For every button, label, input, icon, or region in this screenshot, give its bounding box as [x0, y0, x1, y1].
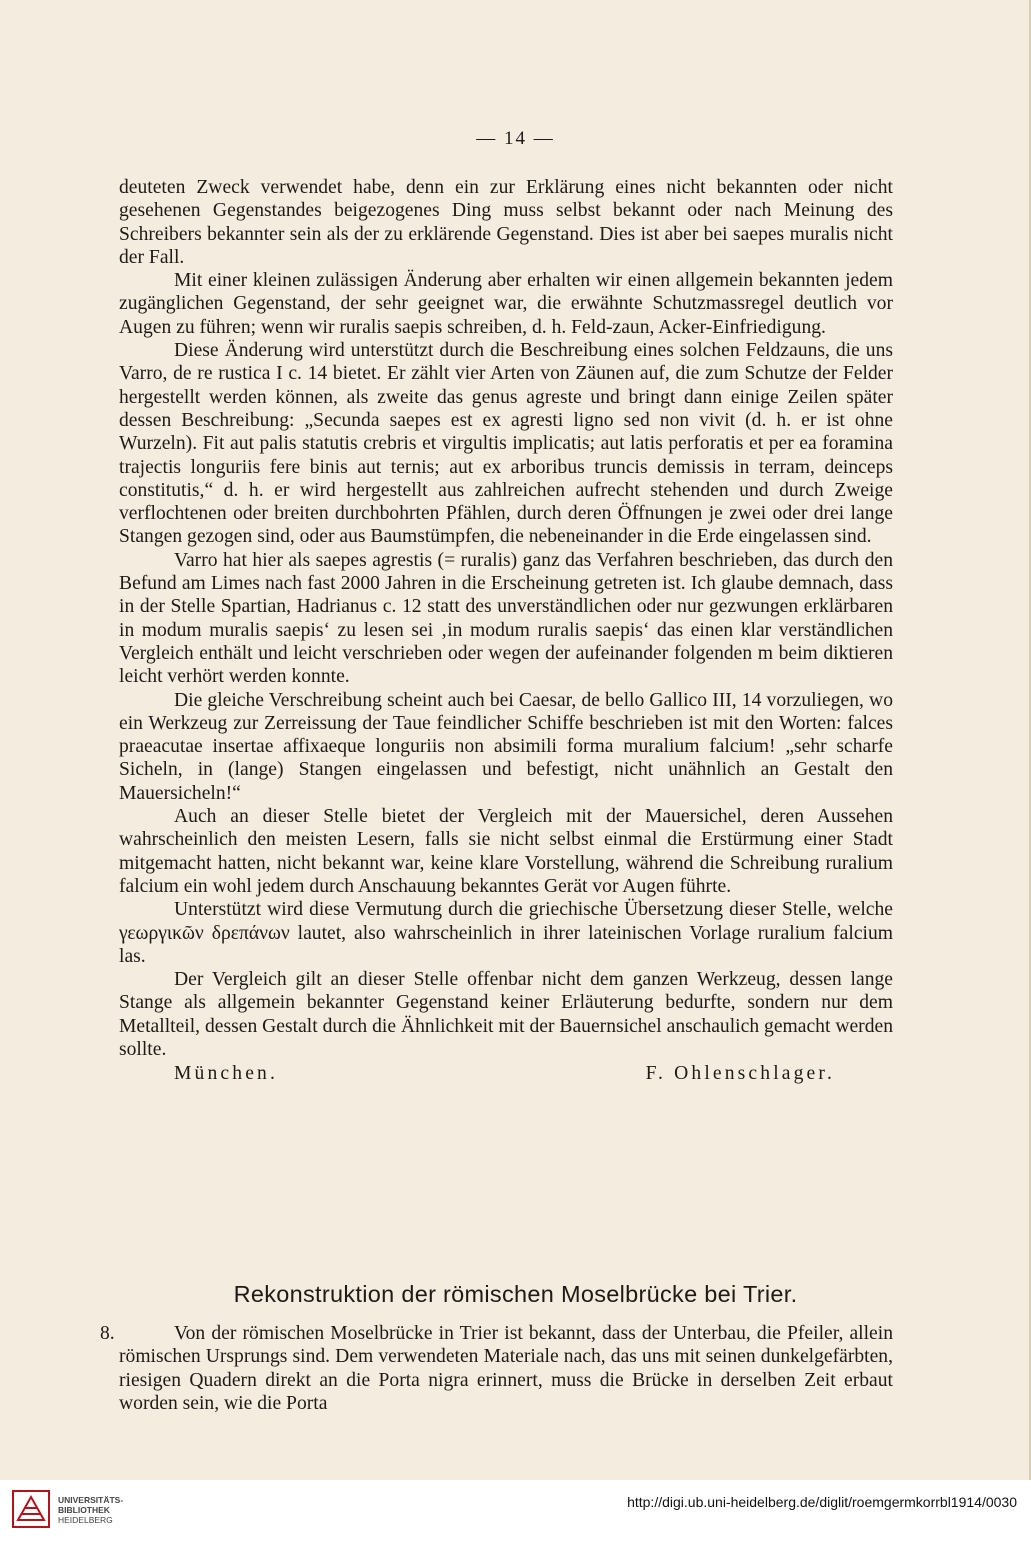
library-name: [58, 1495, 123, 1525]
paragraph: deuteten Zweck verwendet habe, denn ein zur Erklärung eines nicht bekannten oder nicht gesehenen Gegenstandes beigezogenes Ding muss selbst bekannt oder nach Meinung des Schreibers bekannter sein als der zu erklärende Gegenstand. Dies ist aber bei saepes muralis nicht der Fall.: [119, 177, 893, 268]
signature-place: München.: [174, 1063, 278, 1085]
source-url-link[interactable]: http://digi.ub.uni-heidelberg.de/diglit/roemgermkorrbl1914/0030: [627, 1494, 1017, 1510]
signature-author: F. Ohlenschlager.: [645, 1063, 835, 1085]
paragraph: Die gleiche Verschreibung scheint auch bei Caesar, de bello Gallico III, 14 vorzuliegen, wo ein Werkzeug zur Zerreissung der Taue feindlicher Schiffe beschrieben ist mit den Worten: falces praeacutae insertae affixaeque longuriis non absimili forma muralium falcium! „sehr scharfe Sicheln, in (lange) Stangen eingelassen und befestigt, nicht unähnlich an Gestalt den Mauersicheln!“: [119, 689, 893, 804]
paragraph: Der Vergleich gilt an dieser Stelle offenbar nicht dem ganzen Werkzeug, dessen lange Stange als allgemein bekannter Gegenstand keiner Erläuterung bedurfte, sondern nur dem Metallteil, dessen Gestalt durch die Ähnlichkeit mit der Bauernsichel anschaulich gemacht werden sollte.: [119, 969, 893, 1060]
library-line: HEIDELBERG: [58, 1515, 113, 1525]
section-heading: Rekonstruktion der römischen Moselbrücke bei Trier.: [233, 1281, 798, 1307]
section-paragraph: Von der römischen Moselbrücke in Trier ist bekannt, dass der Unterbau, die Pfeiler, allein römischen Ursprungs sind. Dem verwendeten Materiale nach, das uns mit seinen dunkelgefärbten, riesigen Quadern direkt an die Porta nigra erinnert, muss die Brücke in derselben Zeit erbaut worden sein, wie die Porta: [119, 1323, 893, 1414]
signature-line: [119, 1062, 893, 1085]
paragraph: Diese Änderung wird unterstützt durch die Beschreibung eines solchen Feldzauns, die uns Varro, de re rustica I c. 14 bietet. Er zählt vier Arten von Zäunen auf, die zum Schutze der Felder hergestellt werden können, als zweite das genus agreste und bringt dann einige Zeilen später dessen Beschreibung: „Secunda saepes est ex agresti ligno sed non vivit (d. h. er ist ohne Wurzeln). Fit aut palis statutis crebris et virgultis implicatis; aut latis perforatis et per ea foramina trajectis longuriis fere binis aut ternis; aut ex arboribus truncis demissis in terram, deinceps constitutis,“ d. h. er wird hergestellt aus zahlreichen aufrecht stehenden und durch Zweige verflochtenen oder breiten durchbohrten Pfählen, durch deren Öffnungen je zwei oder drei lange Stangen gezogen sind, oder aus Baumstümpfen, die nebeneinander in die Erde eingelassen sind.: [119, 340, 893, 548]
library-line: UNIVERSITÄTS-: [58, 1495, 124, 1505]
page-number: — 14 —: [476, 128, 555, 149]
library-logo-icon: [12, 1490, 50, 1528]
library-line: BIBLIOTHEK: [58, 1505, 110, 1515]
footer-bar: [0, 1480, 1031, 1549]
article-body: [119, 176, 893, 1086]
paragraph: Mit einer kleinen zulässigen Änderung aber erhalten wir einen allgemein bekannten jedem zugänglichen Gegenstand, der sehr geeignet war, die erwähnte Schutzmassregel deutlich vor Augen zu führen; wenn wir ruralis saepis schreiben, d. h. Feld-zaun, Acker-Einfriedigung.: [119, 270, 893, 338]
paragraph: Varro hat hier als saepes agrestis (= ruralis) ganz das Verfahren beschrieben, das durch den Befund am Limes nach fast 2000 Jahren in die Erscheinung getreten ist. Ich glaube demnach, dass in der Stelle Spartian, Hadrianus c. 12 statt des unverständlichen oder nur gezwungen erklärbaren in modum muralis saepis‘ zu lesen sei ‚in modum ruralis saepis‘ das einen klar verständlichen Vergleich enthält und leicht verschrieben oder wegen der aufeinander folgenden m beim diktieren leicht verhört werden konnte.: [119, 549, 893, 688]
paragraph: Unterstützt wird diese Vermutung durch die griechische Übersetzung dieser Stelle, welche γεωργικῶν δρεπάνων lautet, also wahrscheinlich in ihrer lateinischen Vorlage ruralium falcium las.: [119, 899, 893, 967]
section-body: [119, 1322, 893, 1415]
paragraph: Auch an dieser Stelle bietet der Vergleich mit der Mauersichel, deren Aussehen wahrscheinlich den meisten Lesern, falls sie nicht selbst einmal die Erstürmung einer Stadt mitgemacht hatten, nicht bekannt war, keine klare Vorstellung, während die Schreibung ruralium falcium ein wohl jedem durch Anschauung bekanntes Gerät vor Augen führte.: [119, 806, 893, 897]
section-number: 8.: [100, 1323, 115, 1344]
